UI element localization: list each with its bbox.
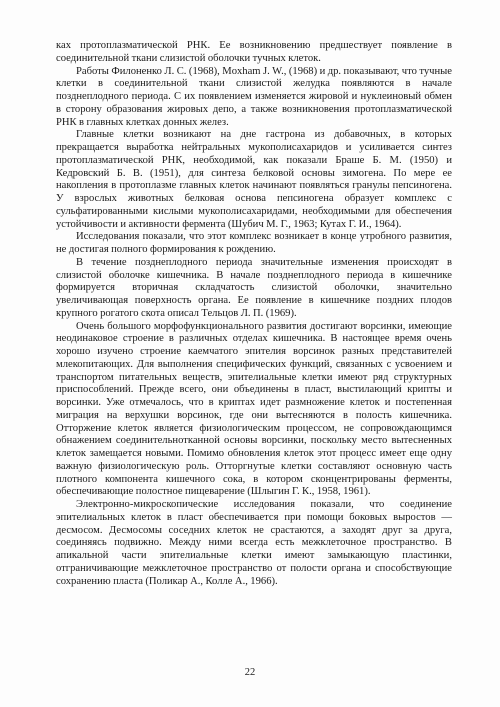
- paragraph-2: Работы Филоненко Л. С. (1968), Moxham J. W., (1968) и др. показывают, что тучные клетки в соединительной ткани слизистой желудка появляются в начале позднеплодного периода. С их появлением изменяется жировой и нуклеиновый обмен в сторону образования жировых депо, а также возникновения протоплазматической РНК в главных клетках донных желез.: [56, 65, 452, 128]
- body-text: [56, 40, 452, 588]
- paragraph-7: Электронно-микроскопические исследования показали, что соединение эпителиальных клеток в пласт обеспечивается при помощи боковых выростов — десмосом. Десмосомы соседних клеток не срастаются, а заходят друг за друга, соединяясь подвижно. Между ними всегда есть межклеточное пространство. В апикальной части эпителиальные клетки имеют замыкающую пластинки, отграничивающие межклеточное пространство от полости органа и способствующие сохранению пласта (Поликар А., Колле А., 1966).: [56, 499, 452, 587]
- paragraph-1: ках протоплазматической РНК. Ее возникновению предшествует появление в соединительной ткани слизистой оболочки тучных клеток.: [56, 40, 452, 64]
- paragraph-3: Главные клетки возникают на дне гастрона из добавочных, в которых прекращается выработка нейтральных мукополисахаридов и усиливается синтез протоплазматической РНК, необходимой, как показали Браше Б. М. (1950) и Кедровский Б. В. (1951), для синтеза белковой основы зимогена. По мере ее накопления в протоплазме главных клеток начинают появляться гранулы пепсиногена. У взрослых животных белковая основа пепсиногена образует комплекс с сульфатированными кислыми мукополисахаридами, необходимыми для обеспечения устойчивости и активности фермента (Шубич М. Г., 1963; Кутах Г. И., 1964).: [56, 129, 452, 230]
- page-number: 22: [244, 667, 256, 678]
- paragraph-6: Очень большого морфофункционального развития достигают ворсинки, имеющие неодинаковое строение в различных отделах кишечника. В настоящее время очень хорошо изучено строение каемчатого эпителия ворсинок разных представителей млекопитающих. Для выполнения специфических функций, связанных с усвоением и транспортом питательных веществ, эпителиальные клетки имеют ряд структурных приспособлений. Прежде всего, они объединены в пласт, выстилающий крипты и ворсинки. Уже отмечалось, что в криптах идет размножение клеток и постепенная миграция на верхушки ворсинок, где они вытесняются в полость кишечника. Отторжение клеток является физиологическим процессом, не сопровождающимся обнажением соединительнотканной основы ворсинки, поскольку место вытесненных клеток замещается новыми. Помимо обновления клеток этот процесс имеет еще одну важную физиологическую роль. Отторгнутые клетки составляют основную часть плотного компонента кишечного сока, в котором сконцентрированы ферменты, обеспечивающие полостное пищеварение (Шлыгин Г. К., 1958, 1961).: [56, 320, 452, 498]
- paragraph-5: В течение позднеплодного периода значительные изменения происходят в слизистой оболочке кишечника. В начале позднеплодного периода в кишечнике формируется вторичная складчатость слизистой оболочки, значительно увеличивающая поверхность органа. Ее появление в кишечнике поздних плодов крупного рогатого скота описал Тельцов Л. П. (1969).: [56, 256, 452, 319]
- paragraph-4: Исследования показали, что этот комплекс возникает в конце утробного развития, не достигая полного формирования к рождению.: [56, 231, 452, 255]
